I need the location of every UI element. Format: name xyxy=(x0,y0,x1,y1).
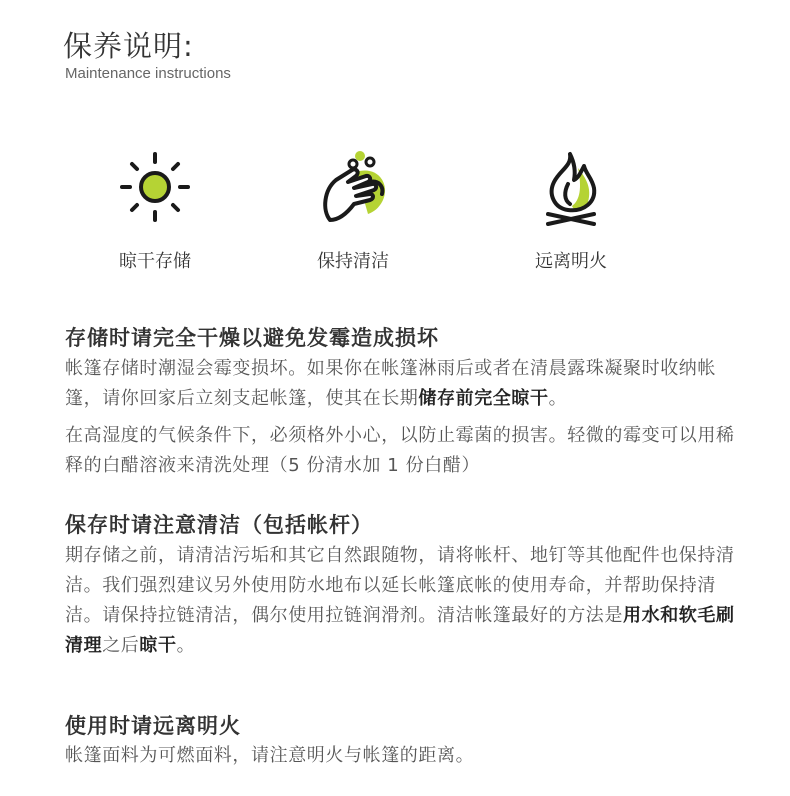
section-heading-clean: 保存时请注意清洁（包括帐杆） xyxy=(65,513,373,537)
page-title: 保养说明: xyxy=(63,29,194,63)
section-heading-fire: 使用时请远离明火 xyxy=(65,714,241,738)
bold-phrase: 晾干 xyxy=(139,635,177,656)
icon-label-clean: 保持清洁 xyxy=(317,251,389,272)
campfire-icon xyxy=(526,150,616,230)
section-clean-paragraph: 期存储之前，请清洁污垢和其它自然跟随物，请将帐杆、地钉等其他配件也保持清洁。我们强烈建议另外使用防水地布以延长帐篷底帐的使用寿命，并帮助保持清洁。请保持拉链清洁，偶尔使用拉链润滑剂。清洁帐篷最好的方法是用水和软毛刷清理之后晾干。 xyxy=(65,545,735,656)
icon-label-fire: 远离明火 xyxy=(535,251,607,272)
section-dry-paragraph-2: 在高湿度的气候条件下，必须格外小心，以防止霉菌的损害。轻微的霉变可以用稀释的白醋溶液来清洗处理（5 份清水加 1 份白醋） xyxy=(65,425,735,476)
section-dry-paragraph-1: 帐篷存储时潮湿会霉变损坏。如果你在帐篷淋雨后或者在清晨露珠凝聚时收纳帐篷，请你回家后立刻支起帐篷，使其在长期储存前完全晾干。 xyxy=(65,358,716,409)
washing-hands-icon xyxy=(308,150,398,230)
bold-phrase: 储存前完全晾干 xyxy=(418,388,549,409)
section-fire-paragraph: 帐篷面料为可燃面料，请注意明火与帐篷的距离。 xyxy=(65,745,475,766)
page-subtitle: Maintenance instructions xyxy=(65,65,231,82)
icon-label-dry: 晾干存储 xyxy=(119,251,191,272)
section-heading-dry: 存储时请完全干燥以避免发霉造成损坏 xyxy=(65,326,439,350)
bold-phrase: 用水和软毛刷清理 xyxy=(65,605,735,656)
sun-icon xyxy=(110,150,200,230)
